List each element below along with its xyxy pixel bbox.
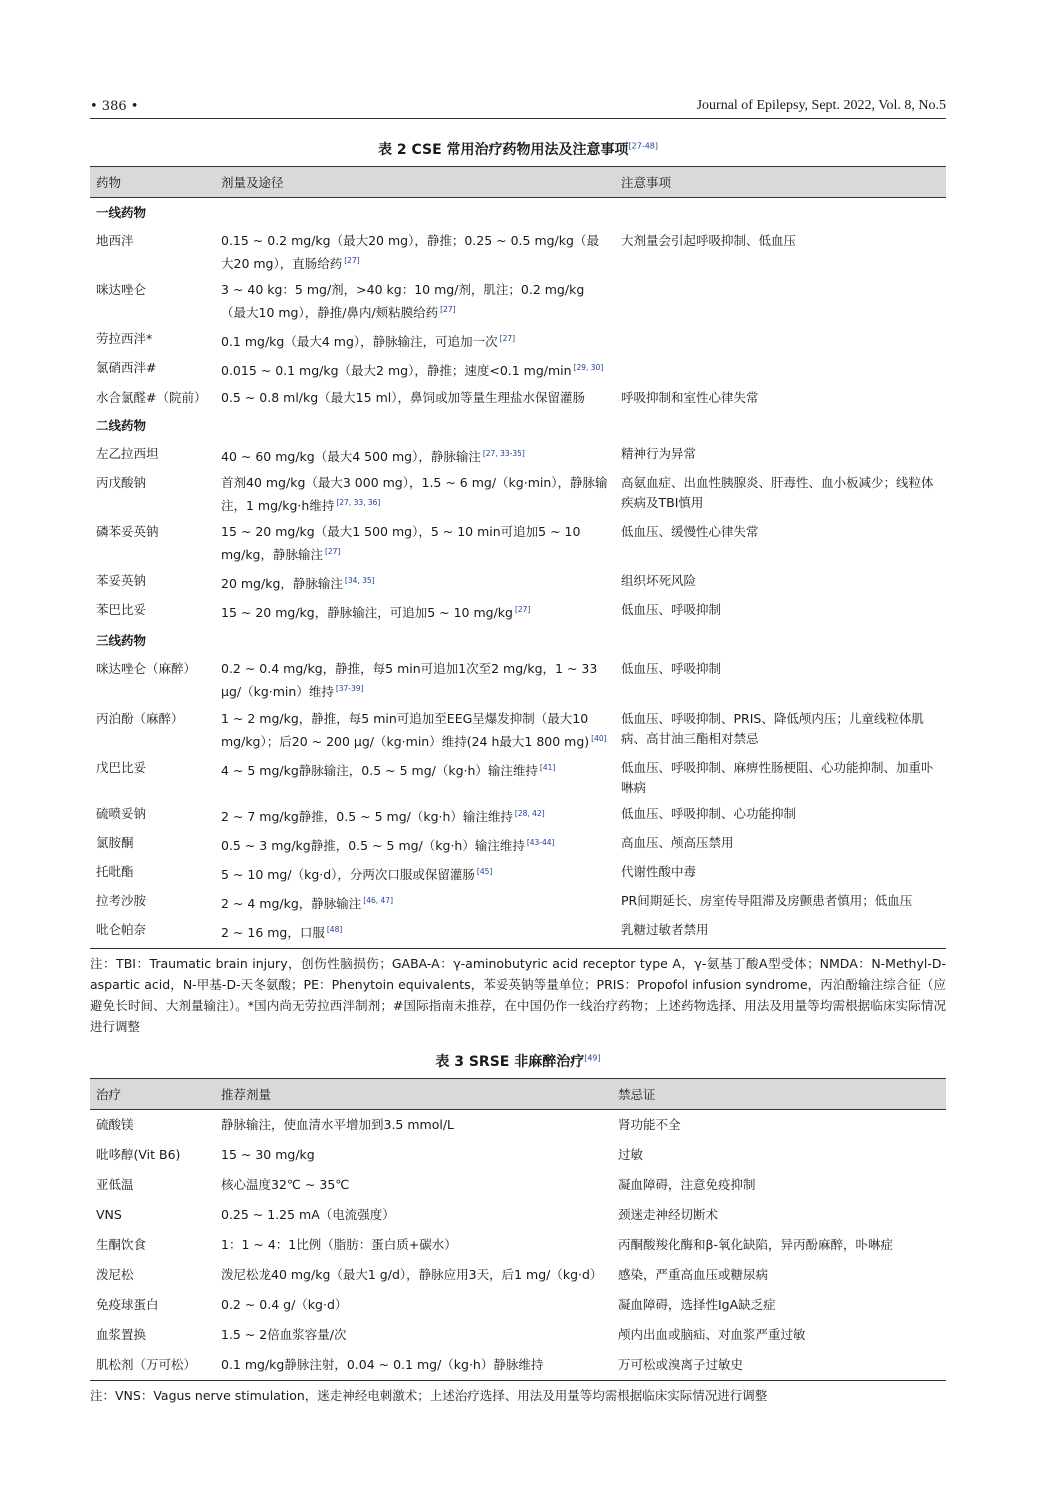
citation: [46, 47] — [363, 896, 394, 906]
dose-cell — [215, 385, 615, 411]
contra-cell: 肾功能不全 — [618, 1116, 681, 1132]
dose-text: 15 ~ 20 mg/kg，静脉输注，可追加5 ~ 10 mg/kg — [221, 605, 513, 621]
therapy-cell: VNS — [96, 1206, 122, 1222]
table3-footnote: 注：VNS：Vagus nerve stimulation，迷走神经电刺激术；上述治疗选择、用法及用量等均需根据临床实际情况进行调整 — [90, 1387, 768, 1403]
citation: [27] — [344, 256, 360, 265]
dose-cell — [215, 706, 615, 755]
citation: [43-44] — [526, 837, 555, 847]
dose-text: 40 ~ 60 mg/kg（最大4 500 mg），静脉输注 — [221, 448, 481, 464]
table2-title — [90, 139, 946, 159]
table-row — [90, 568, 946, 597]
note-cell: 呼吸抑制和室性心律失常 — [621, 389, 759, 405]
drug-cell: 丙戊酸钠 — [96, 474, 147, 490]
note-cell: 低血压、呼吸抑制、麻痹性肠梗阻、心功能抑制、加重卟啉病 — [621, 759, 934, 795]
therapy-cell: 泼尼松 — [96, 1266, 134, 1282]
table-row — [90, 1290, 946, 1320]
drug-cell: 劳拉西泮* — [96, 331, 153, 347]
note-cell: 低血压、呼吸抑制 — [621, 661, 722, 677]
dose-cell: 1.5 ~ 2倍血浆容量/次 — [221, 1326, 347, 1342]
drug-cell: 丙泊酚（麻醉） — [96, 710, 184, 726]
dose-text: 15 ~ 20 mg/kg（最大1 500 mg），5 ~ 10 min可追加5 ~ 10 mg/kg，静脉输注 — [221, 523, 581, 563]
table-row — [90, 755, 946, 801]
citation: [29, 30] — [573, 363, 604, 373]
table2-section-row — [90, 198, 946, 229]
running-head — [90, 98, 946, 119]
table-row — [90, 1200, 946, 1230]
drug-cell: 氯胺酮 — [96, 834, 134, 850]
therapy-cell: 亚低温 — [96, 1176, 134, 1192]
dose-cell: 静脉输注，使血清水平增加到3.5 mmol/L — [221, 1116, 455, 1132]
citation: [27] — [440, 305, 456, 315]
dose-cell: 0.25 ~ 1.25 mA（电流强度） — [221, 1206, 395, 1222]
therapy-cell: 硫酸镁 — [96, 1116, 134, 1132]
dose-cell — [215, 470, 615, 519]
drug-cell: 地西泮 — [96, 233, 134, 248]
note-cell: 组织坏死风险 — [621, 573, 697, 589]
citation: [37-39] — [335, 684, 364, 694]
table3-title-cite: [49] — [584, 1052, 601, 1062]
dose-cell — [215, 801, 615, 830]
drug-cell: 吡仑帕奈 — [90, 917, 215, 948]
table3 — [90, 1078, 946, 1381]
citation: [27] — [514, 605, 531, 615]
table-row — [90, 277, 946, 326]
note-cell: 低血压、呼吸抑制、PRIS、降低颅内压；儿童线粒体肌病、高甘油三酯相对禁忌 — [621, 710, 924, 746]
table-row — [90, 830, 946, 859]
citation: [27, 33-35] — [482, 448, 525, 458]
dose-cell — [215, 326, 615, 355]
dose-text: 0.5 ~ 0.8 ml/kg（最大15 ml），鼻饲或加等量生理盐水保留灌肠 — [221, 389, 585, 405]
table2-body — [90, 198, 946, 949]
drug-cell: 氯硝西泮# — [96, 360, 157, 376]
drug-cell: 苯妥英钠 — [96, 573, 147, 589]
table2-section-row — [90, 626, 946, 656]
table-row — [90, 656, 946, 705]
contra-cell: 凝血障碍，选择性IgA缺乏症 — [618, 1296, 776, 1312]
citation: [28, 42] — [514, 808, 545, 818]
citation: [40] — [591, 733, 607, 743]
contra-cell: 颈迷走神经切断术 — [618, 1206, 719, 1222]
table-row — [90, 1140, 946, 1170]
table3-col-dose: 推荐剂量 — [215, 1078, 612, 1109]
note-cell: 低血压、呼吸抑制、心功能抑制 — [621, 805, 797, 821]
table-row — [90, 801, 946, 830]
dose-text: 2 ~ 4 mg/kg，静脉输注 — [221, 896, 362, 912]
dose-text: 0.015 ~ 0.1 mg/kg（最大2 mg），静推；速度<0.1 mg/min — [221, 363, 572, 379]
drug-cell: 磷苯妥英钠 — [96, 523, 159, 539]
table-row — [90, 597, 946, 626]
section-heading: 一线药物 — [96, 205, 147, 220]
note-cell: 大剂量会引起呼吸抑制、低血压 — [621, 233, 797, 248]
table-row — [90, 228, 946, 277]
drug-cell: 硫喷妥钠 — [96, 805, 147, 821]
dose-cell — [215, 755, 615, 801]
table2-col-drug: 药物 — [90, 167, 215, 198]
therapy-cell: 生酮饮食 — [96, 1236, 147, 1252]
dose-cell — [215, 355, 615, 384]
table3-header-row — [90, 1078, 946, 1109]
dose-cell — [215, 656, 615, 705]
dose-cell: 泼尼松龙40 mg/kg（最大1 g/d），静脉应用3天，后1 mg/（kg·d） — [221, 1266, 603, 1282]
table2-header-row — [90, 167, 946, 198]
table2-title-text: 表 2 CSE 常用治疗药物用法及注意事项 — [377, 142, 629, 158]
dose-cell — [215, 519, 615, 568]
dose-cell — [215, 228, 615, 277]
table-row — [90, 1320, 946, 1350]
dose-cell — [215, 277, 615, 326]
drug-cell: 左乙拉西坦 — [96, 445, 159, 461]
citation: [48] — [326, 925, 343, 935]
dose-text: 20 mg/kg，静脉输注 — [221, 576, 343, 592]
table-row — [90, 1170, 946, 1200]
contra-cell: 凝血障碍，注意免疫抑制 — [618, 1176, 756, 1192]
table2-col-dose: 剂量及途径 — [215, 167, 615, 198]
table2 — [90, 166, 946, 949]
drug-cell: 拉考沙胺 — [96, 893, 147, 909]
dose-text: 首剂40 mg/kg（最大3 000 mg），1.5 ~ 6 mg/（kg·min），静脉输注，1 mg/kg·h维持 — [221, 474, 608, 513]
table-row — [90, 1109, 946, 1140]
dose-cell — [215, 888, 615, 917]
journal-info: Journal of Epilepsy, Sept. 2022, Vol. 8, No.5 — [696, 98, 946, 113]
table2-section-row — [90, 411, 946, 441]
table3-col-therapy: 治疗 — [90, 1078, 215, 1109]
note-cell — [615, 355, 946, 384]
citation: [34, 35] — [344, 576, 375, 586]
drug-cell: 戊巴比妥 — [96, 759, 147, 775]
dose-cell — [215, 597, 615, 626]
section-heading: 二线药物 — [96, 417, 147, 433]
citation: [45] — [476, 867, 493, 877]
citation: [41] — [539, 762, 556, 772]
note-cell — [615, 326, 946, 355]
contra-cell: 万可松或溴离子过敏史 — [612, 1350, 946, 1381]
drug-cell: 苯巴比妥 — [96, 602, 147, 618]
table-row — [90, 470, 946, 519]
dose-cell — [215, 830, 615, 859]
table2-col-note: 注意事项 — [615, 167, 946, 198]
table-row — [90, 917, 946, 948]
dose-cell — [215, 859, 615, 888]
table-row — [90, 441, 946, 470]
dose-cell: 1：1 ~ 4：1比例（脂肪：蛋白质+碳水） — [221, 1236, 457, 1252]
citation: [27] — [325, 546, 341, 556]
table2-title-cite: [27-48] — [628, 141, 659, 151]
citation: [27, 33, 36] — [336, 497, 381, 507]
note-cell: 乳糖过敏者禁用 — [615, 917, 946, 948]
contra-cell: 丙酮酸羧化酶和β-氧化缺陷，异丙酚麻醉，卟啉症 — [618, 1236, 893, 1252]
therapy-cell: 吡哆醇(Vit B6) — [96, 1146, 181, 1162]
contra-cell: 颅内出血或脑疝、对血浆严重过敏 — [618, 1326, 806, 1342]
note-cell: 高血压、颅高压禁用 — [621, 834, 734, 850]
dose-cell — [215, 568, 615, 597]
table-row — [90, 519, 946, 568]
table2-footnote: 注：TBI：Traumatic brain injury，创伤性脑损伤；GABA-A：γ-aminobutyric acid receptor type A，γ-氨基丁酸A型受体；NMDA：N-Methyl-D-aspartic acid，N-甲基-D-天冬氨酸；PE：Phenytoin equivalents，苯妥英钠等量单位；PRIS：Propofol infusion syndrome，丙泊酚输注综合征（应避免长时间、大剂量输注）。*国内尚无劳拉西泮制剂；#国际指南未推荐，在中国仍作一线治疗药物；上述药物选择、用法及用量等均需根据临床实际情况进行调整 — [90, 955, 946, 1034]
dose-text: 0.15 ~ 0.2 mg/kg（最大20 mg），静推；0.25 ~ 0.5 mg/kg（最大20 mg），直肠给药 — [221, 233, 599, 272]
drug-cell: 托吡酯 — [96, 864, 134, 880]
note-cell: 精神行为异常 — [621, 445, 697, 461]
note-cell: 代谢性酸中毒 — [621, 864, 697, 880]
dose-text: 3 ~ 40 kg：5 mg/剂，>40 kg：10 mg/剂，肌注；0.2 mg/kg（最大10 mg），静推/鼻内/颊粘膜给药 — [221, 282, 585, 321]
dose-text: 0.2 ~ 0.4 mg/kg，静推，每5 min可追加1次至2 mg/kg，1 ~ 33 μg/（kg·min）维持 — [221, 661, 598, 700]
dose-text: 0.1 mg/kg（最大4 mg），静脉输注，可追加一次 — [221, 334, 498, 350]
drug-cell: 咪达唑仑 — [96, 282, 147, 298]
table-row — [90, 1350, 946, 1381]
dose-text: 5 ~ 10 mg/（kg·d），分两次口服或保留灌肠 — [221, 867, 475, 883]
therapy-cell: 肌松剂（万可松） — [90, 1350, 215, 1381]
dose-cell — [215, 441, 615, 470]
drug-cell: 水合氯醛#（院前） — [96, 389, 207, 405]
note-cell: 低血压、缓慢性心律失常 — [621, 523, 759, 539]
table-row — [90, 1260, 946, 1290]
table3-title — [90, 1051, 946, 1071]
table3-body — [90, 1109, 946, 1380]
dose-cell: 0.1 mg/kg静脉注射，0.04 ~ 0.1 mg/（kg·h）静脉维持 — [215, 1350, 612, 1381]
dose-cell: 0.2 ~ 0.4 g/（kg·d） — [221, 1296, 348, 1312]
table-row — [90, 326, 946, 355]
table-row — [90, 355, 946, 384]
therapy-cell: 血浆置换 — [96, 1326, 147, 1342]
dose-cell — [215, 917, 615, 948]
dose-text: 0.5 ~ 3 mg/kg静推，0.5 ~ 5 mg/（kg·h）输注维持 — [221, 838, 525, 854]
note-cell — [615, 277, 946, 326]
section-heading: 三线药物 — [96, 633, 147, 649]
table-row — [90, 706, 946, 755]
table-row — [90, 859, 946, 888]
contra-cell: 感染，严重高血压或糖尿病 — [618, 1266, 769, 1282]
note-cell: PR间期延长、房室传导阻滞及房颤患者慎用；低血压 — [621, 893, 913, 909]
dose-text: 1 ~ 2 mg/kg，静推，每5 min可追加至EEG呈爆发抑制（最大10 mg/kg）；后20 ~ 200 μg/（kg·min）维持(24 h最大1 800 mg) — [221, 710, 590, 749]
dose-cell: 核心温度32℃ ~ 35℃ — [221, 1176, 350, 1192]
dose-text: 4 ~ 5 mg/kg静脉输注，0.5 ~ 5 mg/（kg·h）输注维持 — [221, 762, 538, 778]
table-row — [90, 385, 946, 411]
therapy-cell: 免疫球蛋白 — [96, 1296, 159, 1312]
table-row — [90, 888, 946, 917]
page — [90, 98, 946, 1406]
table3-title-text: 表 3 SRSE 非麻醉治疗 — [435, 1053, 585, 1070]
note-cell: 低血压、呼吸抑制 — [621, 602, 722, 618]
citation: [27] — [499, 334, 516, 344]
table-row — [90, 1230, 946, 1260]
drug-cell: 咪达唑仑（麻醉） — [96, 661, 197, 677]
dose-cell: 15 ~ 30 mg/kg — [221, 1146, 315, 1162]
dose-text: 2 ~ 7 mg/kg静推，0.5 ~ 5 mg/（kg·h）输注维持 — [221, 808, 513, 824]
page-number: • 386 • — [90, 99, 139, 114]
note-cell: 高氨血症、出血性胰腺炎、肝毒性、血小板减少；线粒体疾病及TBI慎用 — [621, 474, 934, 510]
dose-text: 2 ~ 16 mg，口服 — [221, 925, 325, 941]
table3-col-contra: 禁忌证 — [612, 1078, 946, 1109]
contra-cell: 过敏 — [618, 1146, 644, 1162]
